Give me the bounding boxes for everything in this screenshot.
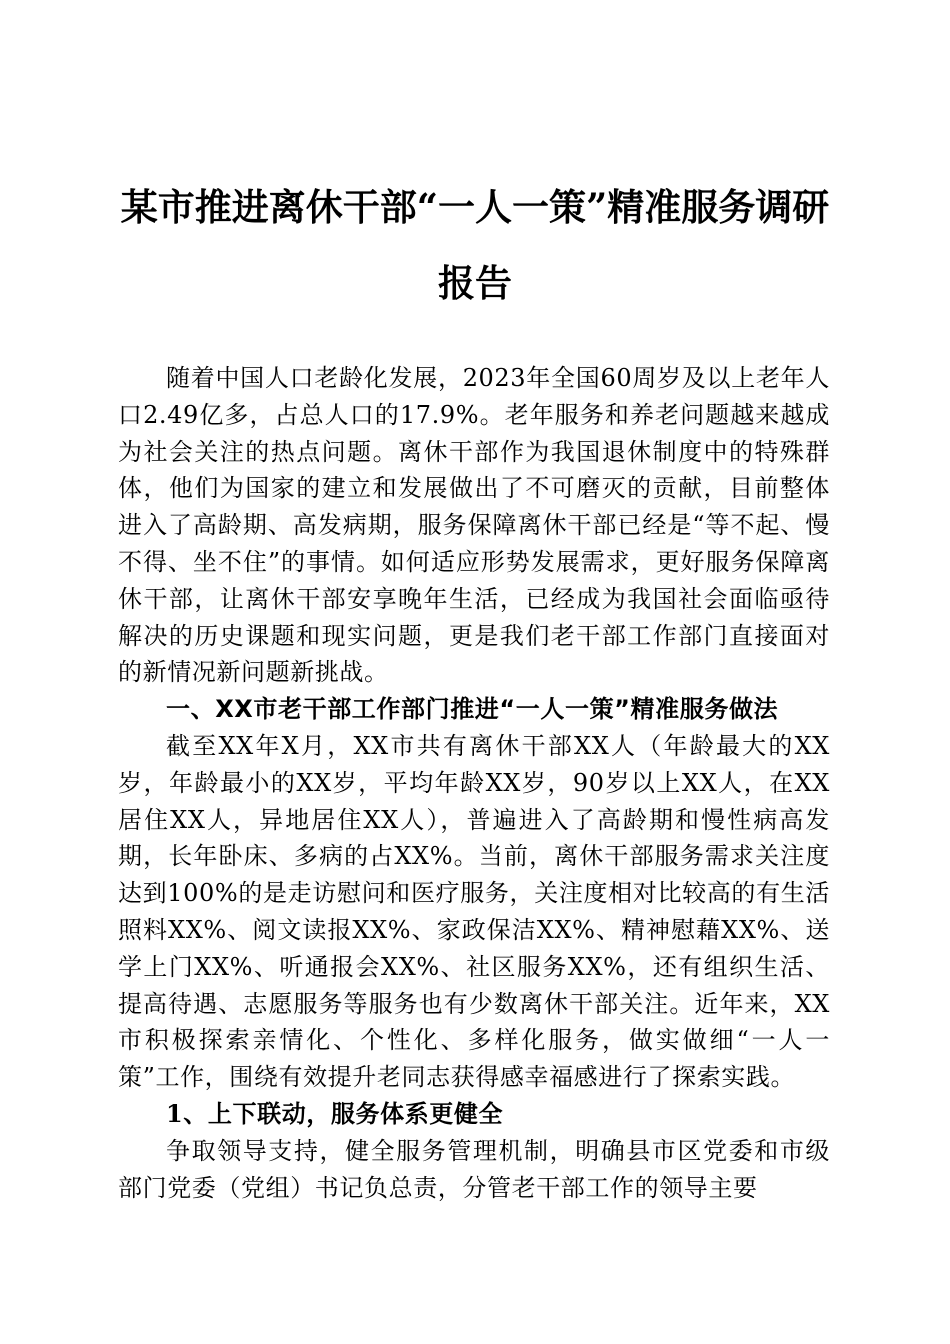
subsection-1-paragraph: 争取领导支持，健全服务管理机制，明确县市区党委和市级部门党委（党组）书记负总责，分管老干部工作的领导主要 xyxy=(118,1136,830,1202)
section-1-paragraph: 截至XX年X月，XX市共有离休干部XX人（年龄最大的XX岁，年龄最小的XX岁，平均年龄XX岁，90岁以上XX人，在XX居住XX人，异地居住XX人），普遍进入了高龄期和慢性病高发期，长年卧床、多病的占XX%。当前，离休干部服务需求关注度达到100%的是走访慰问和医疗服务，关注度相对比较高的有生活照料XX%、阅文读报XX%、家政保洁XX%、精神慰藉XX%、送学上门XX%、听通报会XX%、社区服务XX%，还有组织生活、提高待遇、志愿服务等服务也有少数离休干部关注。近年来，XX市积极探索亲情化、个性化、多样化服务，做实做细“一人一策”工作，围绕有效提升老同志获得感幸福感进行了探索实践。 xyxy=(118,731,830,1092)
section-1-heading: 一、XX市老干部工作部门推进“一人一策”精准服务做法 xyxy=(166,695,779,724)
title-line-2: 报告 xyxy=(438,261,512,305)
intro-paragraph: 随着中国人口老龄化发展，2023年全国60周岁及以上老年人口2.49亿多，占总人口的17.9%。老年服务和养老问题越来越成为社会关注的热点问题。离休干部作为我国退休制度中的特殊群体，他们为国家的建立和发展做出了不可磨灭的贡献，目前整体进入了高龄期、高发病期，服务保障离休干部已经是“等不起、慢不得、坐不住”的事情。如何适应形势发展需求，更好服务保障离休干部，让离休干部安享晚年生活，已经成为我国社会面临亟待解决的历史课题和现实问题，更是我们老干部工作部门直接面对的新情况新问题新挑战。 xyxy=(118,364,830,687)
document-body xyxy=(118,360,830,1206)
subsection-1-heading: 1、上下联动，服务体系更健全 xyxy=(166,1098,504,1128)
document-title xyxy=(110,185,840,305)
title-line-1: 某市推进离休干部“一人一策”精准服务调研 xyxy=(120,185,830,229)
